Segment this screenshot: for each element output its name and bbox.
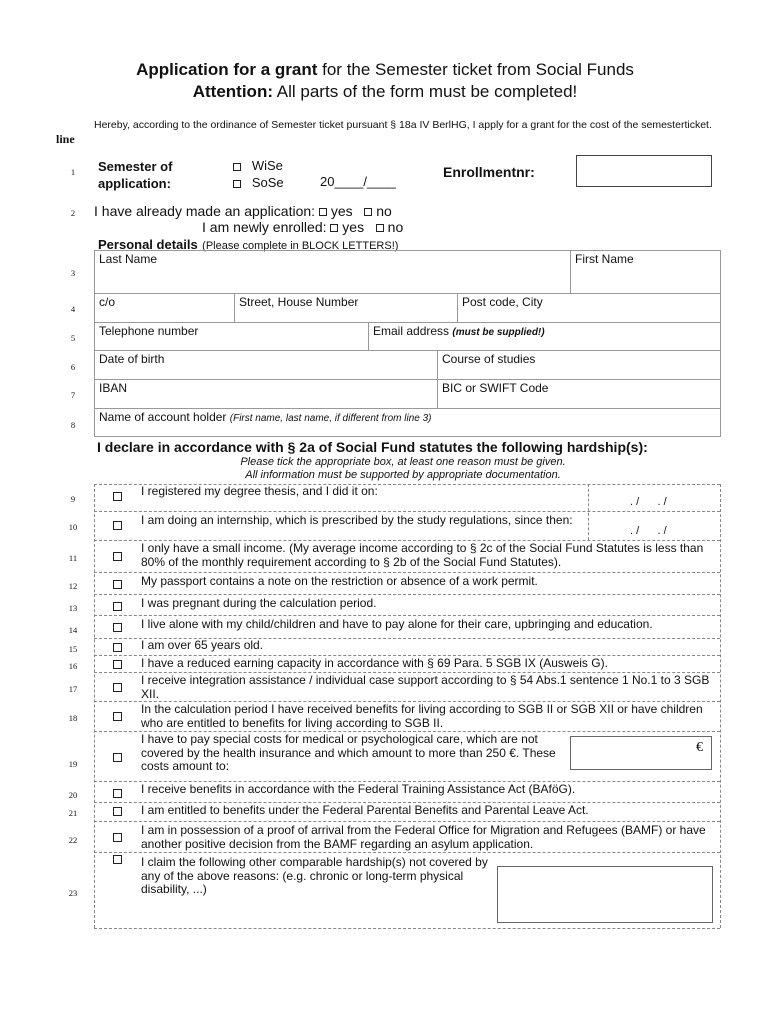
declaration-instruction: Please tick the appropriate box, at least one reason must be given. (240, 456, 566, 468)
line-number: 12 (68, 581, 78, 591)
date-cell-divider (588, 484, 589, 540)
line-number: 22 (68, 835, 78, 845)
euro-sign: € (696, 740, 703, 755)
row-divider (94, 615, 720, 616)
line-number: 23 (68, 888, 78, 898)
row-divider (94, 928, 720, 929)
postcode-city-field[interactable] (457, 293, 721, 323)
date-of-birth-field[interactable] (94, 350, 438, 380)
hardship-text: I am entitled to benefits under the Federal Parental Benefits and Parental Leave Act. (141, 803, 589, 817)
already-yes-checkbox[interactable] (319, 208, 327, 216)
line-column-heading: line (56, 132, 75, 146)
line-number: 9 (70, 494, 76, 504)
internship-date-field[interactable]: . / . / (630, 525, 667, 537)
line-number: 14 (68, 625, 78, 635)
table-border-left (94, 484, 95, 928)
hardship-checkbox[interactable] (113, 623, 122, 632)
row-divider (94, 821, 720, 822)
hardship-text: My passport contains a note on the restriction or absence of a work permit. (141, 574, 538, 588)
row-divider (94, 511, 720, 512)
wise-checkbox[interactable] (233, 163, 241, 171)
line-number: 13 (68, 603, 78, 613)
hardship-checkbox[interactable] (113, 602, 122, 611)
bic-field[interactable] (437, 379, 721, 409)
hardship-text: I am over 65 years old. (141, 638, 264, 652)
line-number: 10 (68, 522, 78, 532)
line-number: 6 (70, 362, 76, 372)
personal-details-heading: Personal details (Please complete in BLOCK LETTERS!) (98, 237, 399, 252)
hardship-checkbox[interactable] (113, 580, 122, 589)
last-name-label: Last Name (99, 252, 158, 266)
hardship-checkbox[interactable] (113, 753, 122, 762)
form-title: Application for a grant for the Semester ticket from Social Funds (136, 60, 634, 79)
hardship-text: I have a reduced earning capacity in accordance with § 69 Para. 5 SGB IX (Ausweis G). (141, 656, 608, 670)
course-of-studies-field[interactable] (437, 350, 721, 380)
thesis-date-field[interactable]: . / . / (630, 496, 667, 508)
declaration-documentation-note: All information must be supported by appropriate documentation. (245, 469, 561, 481)
semester-options (233, 157, 284, 191)
co-label: c/o (99, 295, 116, 309)
line-number: 8 (70, 420, 76, 430)
line-number: 21 (68, 808, 78, 818)
hardship-text: I claim the following other comparable hardship(s) not covered by any of the above reasons: (e.g. chronic or long-term physical disability, ...) (141, 855, 488, 896)
hardship-checkbox[interactable] (113, 683, 122, 692)
email-note: (must be supplied!) (452, 327, 545, 338)
line-number: 16 (68, 661, 78, 671)
hardship-checkbox[interactable] (113, 660, 122, 669)
hardship-checkbox[interactable] (113, 712, 122, 721)
hardship-text: I was pregnant during the calculation period. (141, 596, 377, 610)
line-number: 7 (70, 390, 76, 400)
line-number: 19 (68, 759, 78, 769)
hardship-checkbox[interactable] (113, 855, 122, 864)
sose-checkbox[interactable] (233, 180, 241, 188)
hardship-checkbox[interactable] (113, 833, 122, 842)
first-name-field[interactable] (570, 250, 721, 294)
course-label: Course of studies (442, 352, 536, 366)
street-label: Street, House Number (239, 295, 359, 309)
row-divider (94, 852, 720, 853)
email-label: Email address (373, 324, 450, 338)
already-no-checkbox[interactable] (364, 208, 372, 216)
street-field[interactable] (234, 293, 458, 323)
hardship-checkbox[interactable] (113, 789, 122, 798)
hardship-checkbox[interactable] (113, 807, 122, 816)
first-name-label: First Name (575, 252, 634, 266)
semester-label: Semester of application: (98, 159, 173, 191)
hardship-text: I only have a small income. (My average income according to § 2c of the Social Fund Statutes is less than 80% of the monthly requirement according to § 2b of the Social Fund Statutes). (141, 541, 704, 569)
declaration-heading: I declare in accordance with § 2a of Social Fund statutes the following hardship(s): (97, 439, 648, 455)
hardship-text: I am doing an internship, which is prescribed by the study regulations, since then: (141, 513, 573, 527)
wise-label: WiSe (251, 158, 283, 173)
line-number: 20 (68, 790, 78, 800)
line-number: 18 (68, 713, 78, 723)
row-divider (94, 572, 720, 573)
line-number: 1 (70, 167, 76, 177)
sose-label: SoSe (251, 175, 284, 190)
line-number: 11 (68, 553, 78, 563)
iban-field[interactable] (94, 379, 438, 409)
hardship-text: I live alone with my child/children and have to pay alone for their care, upbringing and education. (141, 617, 653, 631)
holder-note: (First name, last name, if different from line 3) (229, 413, 432, 424)
line-number: 3 (70, 268, 76, 278)
line-number: 2 (70, 208, 76, 218)
email-field[interactable] (368, 322, 721, 351)
hardship-checkbox[interactable] (113, 492, 122, 501)
newly-enrolled-row: I am newly enrolled: yes no (202, 219, 404, 235)
hardship-text: In the calculation period I have received benefits for living according to SGB II or SGB XII or have children who are entitled to benefits for living according to SGB II. (141, 702, 703, 730)
hardship-checkbox[interactable] (113, 643, 122, 652)
line-number: 4 (70, 304, 76, 314)
newly-yes-checkbox[interactable] (330, 224, 338, 232)
semester-year-field[interactable]: 20____/____ (320, 174, 396, 189)
intro-text: Hereby, according to the ordinance of Semester ticket pursuant § 18a IV BerlHG, I apply for a grant for the cost of the semesterticket. (94, 119, 712, 131)
last-name-field[interactable] (94, 250, 571, 294)
attention-notice: Attention: All parts of the form must be completed! (192, 82, 578, 101)
row-divider (94, 594, 720, 595)
telephone-field[interactable] (94, 322, 369, 351)
hardship-text: I am in possession of a proof of arrival from the Federal Office for Migration and Refugees (BAMF) or have another positive decision from the BAMF regarding an asylum application. (141, 823, 706, 851)
co-field[interactable] (94, 293, 235, 323)
bic-label: BIC or SWIFT Code (442, 381, 549, 395)
line-number: 5 (70, 333, 76, 343)
already-applied-row: I have already made an application: yes no (94, 203, 392, 219)
enrollment-label: Enrollmentnr: (443, 164, 535, 180)
hardship-text: I have to pay special costs for medical or psychological care, which are not covered by the health insurance and which amount to more than 250 €. These costs amount to: (141, 732, 556, 773)
hardship-text: I receive integration assistance / individual case support according to § 54 Abs.1 sentence 1 No.1 to 3 SGB XII. (141, 673, 710, 701)
newly-no-checkbox[interactable] (376, 224, 384, 232)
hardship-checkbox[interactable] (113, 552, 122, 561)
hardship-text: I registered my degree thesis, and I did it on: (141, 484, 378, 498)
medical-costs-amount-field[interactable] (570, 736, 712, 770)
line-number: 17 (68, 684, 78, 694)
dob-label: Date of birth (99, 352, 165, 366)
enrollment-number-field[interactable] (576, 155, 712, 187)
hardship-text: I receive benefits in accordance with the Federal Training Assistance Act (BAföG). (141, 782, 576, 796)
hardship-checkbox[interactable] (113, 521, 122, 530)
other-hardship-field[interactable] (497, 866, 713, 923)
iban-label: IBAN (99, 381, 128, 395)
account-holder-field[interactable] (94, 408, 721, 437)
table-border-right (720, 484, 721, 928)
telephone-label: Telephone number (99, 324, 199, 338)
line-number: 15 (68, 644, 78, 654)
holder-label: Name of account holder (99, 410, 227, 424)
postcode-label: Post code, City (462, 295, 543, 309)
